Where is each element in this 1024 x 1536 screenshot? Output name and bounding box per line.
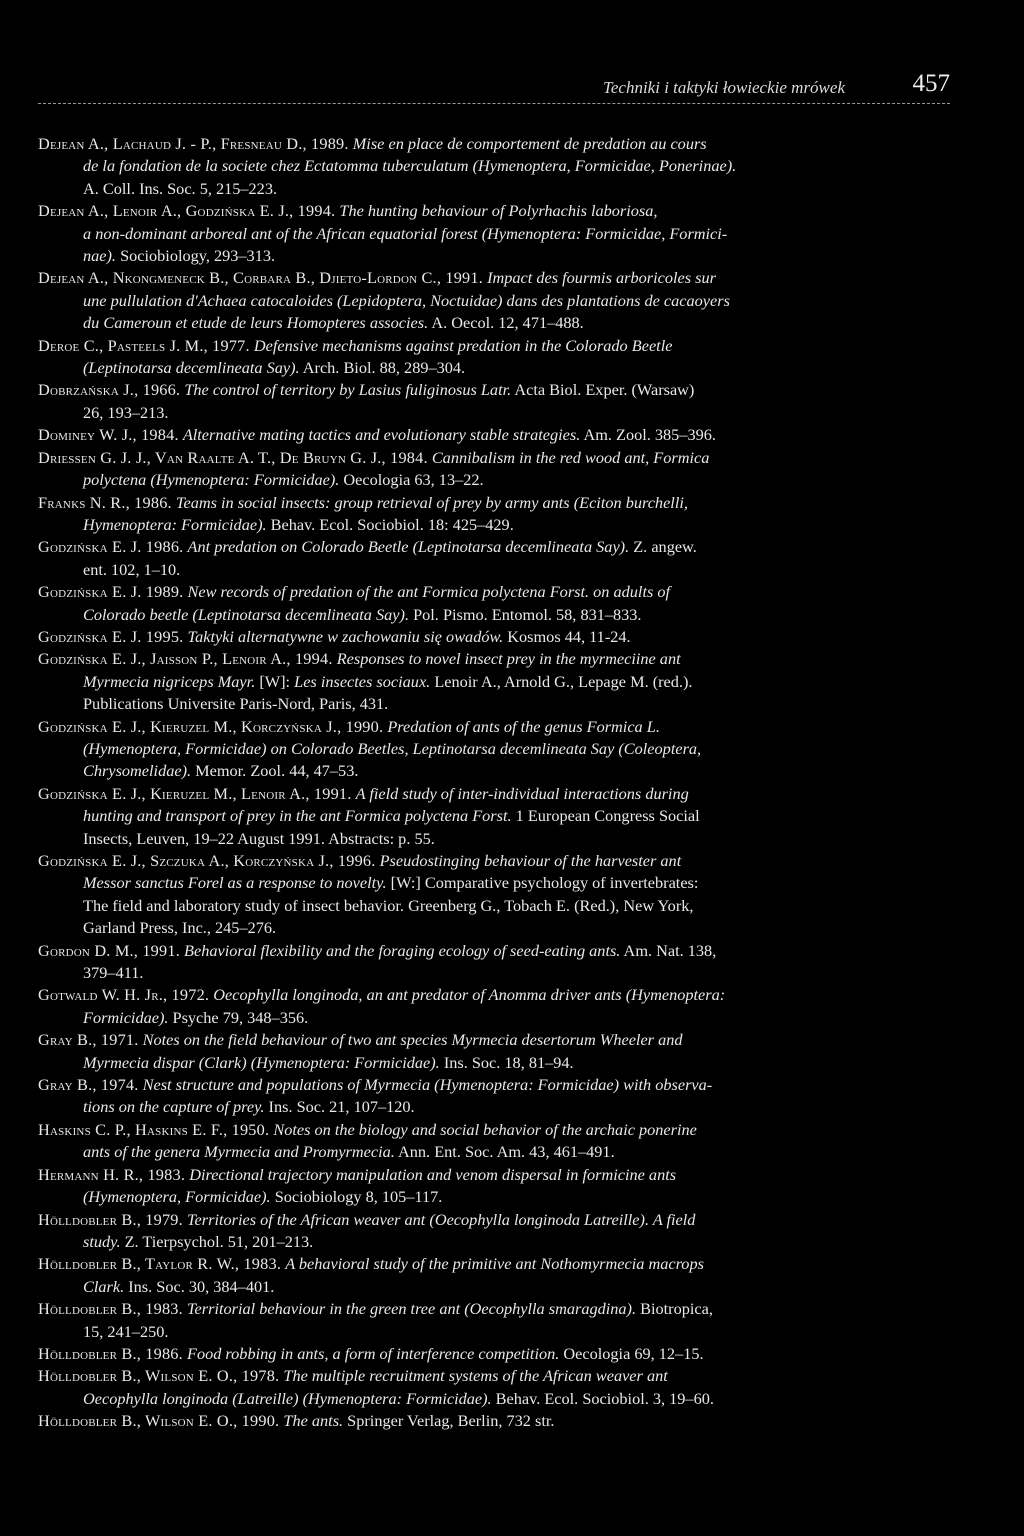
reference-source: The field and laboratory study of insect behavior. Greenberg G., Tobach E. (Red.), New York, bbox=[83, 895, 694, 915]
reference-title: Hymenoptera: Formicidae). bbox=[83, 514, 267, 534]
reference-authors: Godzińska E. J. 1989. bbox=[38, 582, 184, 602]
reference-title: de la fondation de la societe chez Ectatomma tuberculatum (Hymenoptera, Formicidae, Ponerinae). bbox=[83, 156, 737, 176]
reference-continuation bbox=[83, 469, 954, 491]
reference-entry bbox=[38, 1074, 954, 1119]
reference-continuation bbox=[83, 693, 954, 715]
reference-source: Ann. Ent. Soc. Am. 43, 461–491. bbox=[394, 1142, 615, 1162]
reference-title: Responses to novel insect prey in the myrmeciine ant bbox=[336, 649, 681, 669]
reference-list bbox=[38, 133, 954, 1433]
reference-source: Biotropica, bbox=[636, 1299, 713, 1319]
reference-entry bbox=[38, 984, 954, 1029]
reference-source: 15, 241–250. bbox=[83, 1321, 169, 1341]
reference-title: Pseudostinging behaviour of the harvester ant bbox=[379, 851, 682, 870]
reference-title: Oecophylla longinoda (Latreille) (Hymenoptera: Formicidae). bbox=[83, 1388, 492, 1408]
header-rule bbox=[38, 103, 950, 104]
reference-continuation bbox=[83, 1141, 954, 1163]
reference-continuation bbox=[83, 671, 954, 693]
reference-source: Behav. Ecol. Sociobiol. 18: 425–429. bbox=[266, 514, 514, 534]
reference-entry bbox=[38, 1209, 954, 1254]
reference-title: Myrmecia nigriceps Mayr. bbox=[83, 671, 256, 691]
reference-entry bbox=[38, 267, 954, 334]
reference-authors: Godzińska E. J. 1995. bbox=[38, 626, 184, 646]
reference-source: Sociobiology 8, 105–117. bbox=[270, 1187, 443, 1207]
reference-continuation bbox=[83, 1276, 954, 1298]
reference-source: [W:] Comparative psychology of invertebrates: bbox=[386, 873, 699, 893]
reference-continuation bbox=[83, 1231, 954, 1253]
reference-authors: Dejean A., Lachaud J. - P., Fresneau D., 1989. bbox=[38, 134, 349, 153]
reference-title: Notes on the biology and social behavior of the archaic ponerine bbox=[273, 1119, 697, 1139]
reference-entry bbox=[38, 1343, 954, 1365]
reference-authors: Hölldobler B., Wilson E. O., 1978. bbox=[38, 1366, 280, 1386]
reference-continuation bbox=[83, 805, 954, 827]
reference-title: une pullulation d'Achaea catocaloides (Lepidoptera, Noctuidae) dans des plantations de cacaoyers bbox=[83, 290, 730, 310]
reference-source: Acta Biol. Exper. (Warsaw) bbox=[511, 380, 695, 400]
reference-title: Messor sanctus Forel as a response to novelty. bbox=[83, 873, 387, 893]
reference-continuation bbox=[83, 1096, 954, 1118]
reference-title: The hunting behaviour of Polyrhachis laboriosa, bbox=[339, 201, 658, 221]
reference-title: (Leptinotarsa decemlineata Say). bbox=[83, 358, 300, 378]
reference-entry bbox=[38, 1029, 954, 1074]
reference-title: The control of territory by Lasius fuliginosus Latr. bbox=[184, 380, 512, 400]
reference-title: hunting and transport of prey in the ant Formica polyctena Forst. bbox=[83, 806, 512, 826]
reference-continuation bbox=[83, 290, 954, 312]
reference-source: Memor. Zool. 44, 47–53. bbox=[191, 761, 359, 781]
reference-title: Colorado beetle (Leptinotarsa decemlineata Say). bbox=[83, 604, 410, 624]
reference-source: [W]: bbox=[255, 671, 295, 691]
reference-title: Alternative mating tactics and evolutionary stable strategies. bbox=[182, 425, 581, 445]
reference-authors: Gotwald W. H. Jr., 1972. bbox=[38, 985, 210, 1005]
reference-title: Food robbing in ants, a form of interference competition. bbox=[187, 1343, 560, 1363]
reference-title: Teams in social insects: group retrieval of prey by army ants (Eciton burchelli, bbox=[175, 492, 688, 512]
reference-authors: Hölldobler B., Taylor R. W., 1983. bbox=[38, 1254, 282, 1274]
reference-authors: Dominey W. J., 1984. bbox=[38, 425, 179, 445]
reference-authors: Hermann H. R., 1983. bbox=[38, 1164, 186, 1184]
reference-entry bbox=[38, 1410, 954, 1432]
reference-source: Ins. Soc. 21, 107–120. bbox=[264, 1097, 415, 1117]
reference-source: A. Oecol. 12, 471–488. bbox=[428, 313, 584, 333]
reference-continuation bbox=[83, 402, 954, 424]
reference-continuation bbox=[83, 917, 954, 939]
reference-authors: Dejean A., Nkongmeneck B., Corbara B., Djieto-Lordon C., 1991. bbox=[38, 268, 484, 288]
reference-authors: Godzińska E. J., Kieruzel M., Lenoir A., 1991. bbox=[38, 783, 352, 803]
reference-title: Directional trajectory manipulation and venom dispersal in formicine ants bbox=[189, 1164, 677, 1184]
reference-continuation bbox=[83, 604, 954, 626]
reference-continuation bbox=[83, 962, 954, 984]
reference-authors: Hölldobler B., Wilson E. O., 1990. bbox=[38, 1411, 280, 1431]
reference-source: Kosmos 44, 11-24. bbox=[503, 626, 631, 646]
reference-entry bbox=[38, 850, 954, 940]
running-header bbox=[38, 70, 950, 106]
reference-entry bbox=[38, 1298, 954, 1343]
reference-authors: Haskins C. P., Haskins E. F., 1950. bbox=[38, 1119, 270, 1139]
reference-title: Taktyki alternatywne w zachowaniu się owadów. bbox=[187, 626, 504, 646]
reference-title: New records of predation of the ant Formica polyctena Forst. on adults of bbox=[187, 582, 671, 602]
reference-source: Springer Verlag, Berlin, 732 str. bbox=[343, 1411, 555, 1431]
reference-entry bbox=[38, 200, 954, 267]
reference-continuation bbox=[83, 760, 954, 782]
reference-continuation bbox=[83, 895, 954, 917]
reference-continuation bbox=[83, 872, 954, 894]
reference-source: Am. Zool. 385–396. bbox=[580, 425, 716, 445]
reference-source: ent. 102, 1–10. bbox=[83, 559, 181, 579]
reference-continuation bbox=[83, 312, 954, 334]
reference-title: Clark. bbox=[83, 1276, 125, 1296]
reference-entry bbox=[38, 335, 954, 380]
reference-entry bbox=[38, 1164, 954, 1209]
reference-entry bbox=[38, 581, 954, 626]
reference-continuation bbox=[83, 245, 954, 267]
reference-entry bbox=[38, 1365, 954, 1410]
running-title: Techniki i taktyki łowieckie mrówek bbox=[602, 78, 845, 97]
reference-title: Mise en place de comportement de predation au cours bbox=[352, 134, 707, 153]
reference-entry bbox=[38, 447, 954, 492]
reference-authors: Godzińska E. J., Kieruzel M., Korczyńska J., 1990. bbox=[38, 716, 384, 736]
reference-source: 1 European Congress Social bbox=[511, 806, 700, 826]
reference-authors: Hölldobler B., 1979. bbox=[38, 1209, 183, 1229]
reference-title: nae). bbox=[83, 246, 116, 266]
reference-source: Arch. Biol. 88, 289–304. bbox=[299, 358, 466, 378]
reference-authors: Gray B., 1974. bbox=[38, 1075, 139, 1095]
reference-continuation bbox=[83, 1186, 954, 1208]
reference-authors: Driessen G. J. J., Van Raalte A. T., De Bruyn G. J., 1984. bbox=[38, 447, 428, 467]
reference-entry bbox=[38, 783, 954, 850]
reference-title: Myrmecia dispar (Clark) (Hymenoptera: Formicidae). bbox=[83, 1052, 440, 1072]
reference-title: Behavioral flexibility and the foraging ecology of seed-eating ants. bbox=[184, 940, 621, 960]
reference-entry bbox=[38, 424, 954, 446]
reference-continuation bbox=[83, 738, 954, 760]
reference-entry bbox=[38, 1119, 954, 1164]
reference-source: 379–411. bbox=[83, 963, 144, 983]
reference-authors: Gray B., 1971. bbox=[38, 1030, 139, 1050]
reference-source: 26, 193–213. bbox=[83, 402, 169, 422]
reference-continuation bbox=[83, 1321, 954, 1343]
reference-source: Z. angew. bbox=[629, 537, 697, 557]
reference-authors: Hölldobler B., 1986. bbox=[38, 1343, 183, 1363]
reference-continuation bbox=[83, 559, 954, 581]
reference-title: A behavioral study of the primitive ant Nothomyrmecia macrops bbox=[285, 1254, 704, 1274]
reference-source: Insects, Leuven, 19–22 August 1991. Abstracts: p. 55. bbox=[83, 828, 435, 848]
reference-source: Oecologia 69, 12–15. bbox=[559, 1343, 704, 1363]
reference-source: A. Coll. Ins. Soc. 5, 215–223. bbox=[83, 178, 278, 198]
reference-source: Lenoir A., Arnold G., Lepage M. (red.). bbox=[430, 671, 693, 691]
reference-source: Garland Press, Inc., 245–276. bbox=[83, 918, 277, 938]
reference-entry bbox=[38, 536, 954, 581]
reference-authors: Godzińska E. J., Jaisson P., Lenoir A., 1994. bbox=[38, 649, 333, 669]
reference-entry bbox=[38, 626, 954, 648]
reference-source: Behav. Ecol. Sociobiol. 3, 19–60. bbox=[491, 1388, 714, 1408]
reference-authors: Deroe C., Pasteels J. M., 1977. bbox=[38, 335, 250, 355]
reference-entry bbox=[38, 648, 954, 715]
reference-source: Ins. Soc. 30, 384–401. bbox=[124, 1276, 275, 1296]
reference-title: study. bbox=[83, 1231, 121, 1251]
reference-title: Cannibalism in the red wood ant, Formica bbox=[431, 447, 710, 467]
reference-authors: Godzińska E. J., Szczuka A., Korczyńska J., 1996. bbox=[38, 851, 376, 870]
reference-title: A field study of inter-individual interactions during bbox=[355, 783, 689, 803]
reference-continuation bbox=[83, 828, 954, 850]
reference-title: tions on the capture of prey. bbox=[83, 1097, 265, 1117]
reference-entry bbox=[38, 716, 954, 783]
reference-title: Formicidae). bbox=[83, 1007, 169, 1027]
reference-title: Predation of ants of the genus Formica L. bbox=[387, 716, 660, 736]
reference-continuation bbox=[83, 178, 954, 200]
reference-source: Psyche 79, 348–356. bbox=[168, 1007, 309, 1027]
reference-title: Ant predation on Colorado Beetle (Leptinotarsa decemlineata Say). bbox=[187, 537, 630, 557]
reference-title: (Hymenoptera, Formicidae) on Colorado Beetles, Leptinotarsa decemlineata Say (Coleoptera, bbox=[83, 738, 702, 758]
reference-title: Territorial behaviour in the green tree ant (Oecophylla smaragdina). bbox=[187, 1299, 637, 1319]
reference-source: Oecologia 63, 13–22. bbox=[339, 470, 484, 490]
reference-entry bbox=[38, 940, 954, 985]
reference-entry bbox=[38, 133, 954, 200]
reference-continuation bbox=[83, 223, 954, 245]
reference-title: Oecophylla longinoda, an ant predator of Anomma driver ants (Hymenoptera: bbox=[213, 985, 726, 1005]
reference-source: Sociobiology, 293–313. bbox=[116, 246, 276, 266]
reference-source: Z. Tierpsychol. 51, 201–213. bbox=[120, 1231, 314, 1251]
reference-source: Ins. Soc. 18, 81–94. bbox=[439, 1052, 574, 1072]
reference-source: Pol. Pismo. Entomol. 58, 831–833. bbox=[409, 604, 642, 624]
reference-authors: Hölldobler B., 1983. bbox=[38, 1299, 183, 1319]
reference-source: Am. Nat. 138, bbox=[620, 940, 717, 960]
reference-entry bbox=[38, 379, 954, 424]
reference-continuation bbox=[83, 514, 954, 536]
reference-title: Notes on the field behaviour of two ant species Myrmecia desertorum Wheeler and bbox=[142, 1030, 683, 1050]
reference-authors: Godzińska E. J. 1986. bbox=[38, 537, 184, 557]
reference-title: ants of the genera Myrmecia and Promyrmecia. bbox=[83, 1142, 395, 1162]
reference-title: (Hymenoptera, Formicidae). bbox=[83, 1187, 271, 1207]
reference-title: The multiple recruitment systems of the African weaver ant bbox=[283, 1366, 668, 1386]
reference-title: a non-dominant arboreal ant of the African equatorial forest (Hymenoptera: Formicidae, Formici- bbox=[83, 223, 728, 243]
reference-authors: Franks N. R., 1986. bbox=[38, 492, 172, 512]
reference-title: Defensive mechanisms against predation in the Colorado Beetle bbox=[253, 335, 673, 355]
reference-continuation bbox=[83, 155, 954, 177]
reference-source: Publications Universite Paris-Nord, Paris, 431. bbox=[83, 694, 389, 714]
reference-authors: Dobrzańska J., 1966. bbox=[38, 380, 181, 400]
reference-title: polyctena (Hymenoptera: Formicidae). bbox=[83, 470, 340, 490]
reference-title: Impact des fourmis arboricoles sur bbox=[487, 268, 716, 288]
reference-continuation bbox=[83, 357, 954, 379]
reference-authors: Gordon D. M., 1991. bbox=[38, 940, 180, 960]
page-number: 457 bbox=[912, 70, 950, 97]
reference-authors: Dejean A., Lenoir A., Godzińska E. J., 1994. bbox=[38, 201, 336, 221]
reference-continuation bbox=[83, 1007, 954, 1029]
reference-title: Chrysomelidae). bbox=[83, 761, 192, 781]
reference-title: The ants. bbox=[283, 1411, 344, 1431]
reference-title: Les insectes sociaux. bbox=[294, 671, 431, 691]
reference-title: Nest structure and populations of Myrmecia (Hymenoptera: Formicidae) with observa- bbox=[142, 1075, 713, 1095]
reference-continuation bbox=[83, 1052, 954, 1074]
reference-entry bbox=[38, 492, 954, 537]
reference-title: du Cameroun et etude de leurs Homopteres associes. bbox=[83, 313, 429, 333]
reference-entry bbox=[38, 1253, 954, 1298]
reference-title: Territories of the African weaver ant (Oecophylla longinoda Latreille). A field bbox=[187, 1209, 696, 1229]
reference-continuation bbox=[83, 1388, 954, 1410]
